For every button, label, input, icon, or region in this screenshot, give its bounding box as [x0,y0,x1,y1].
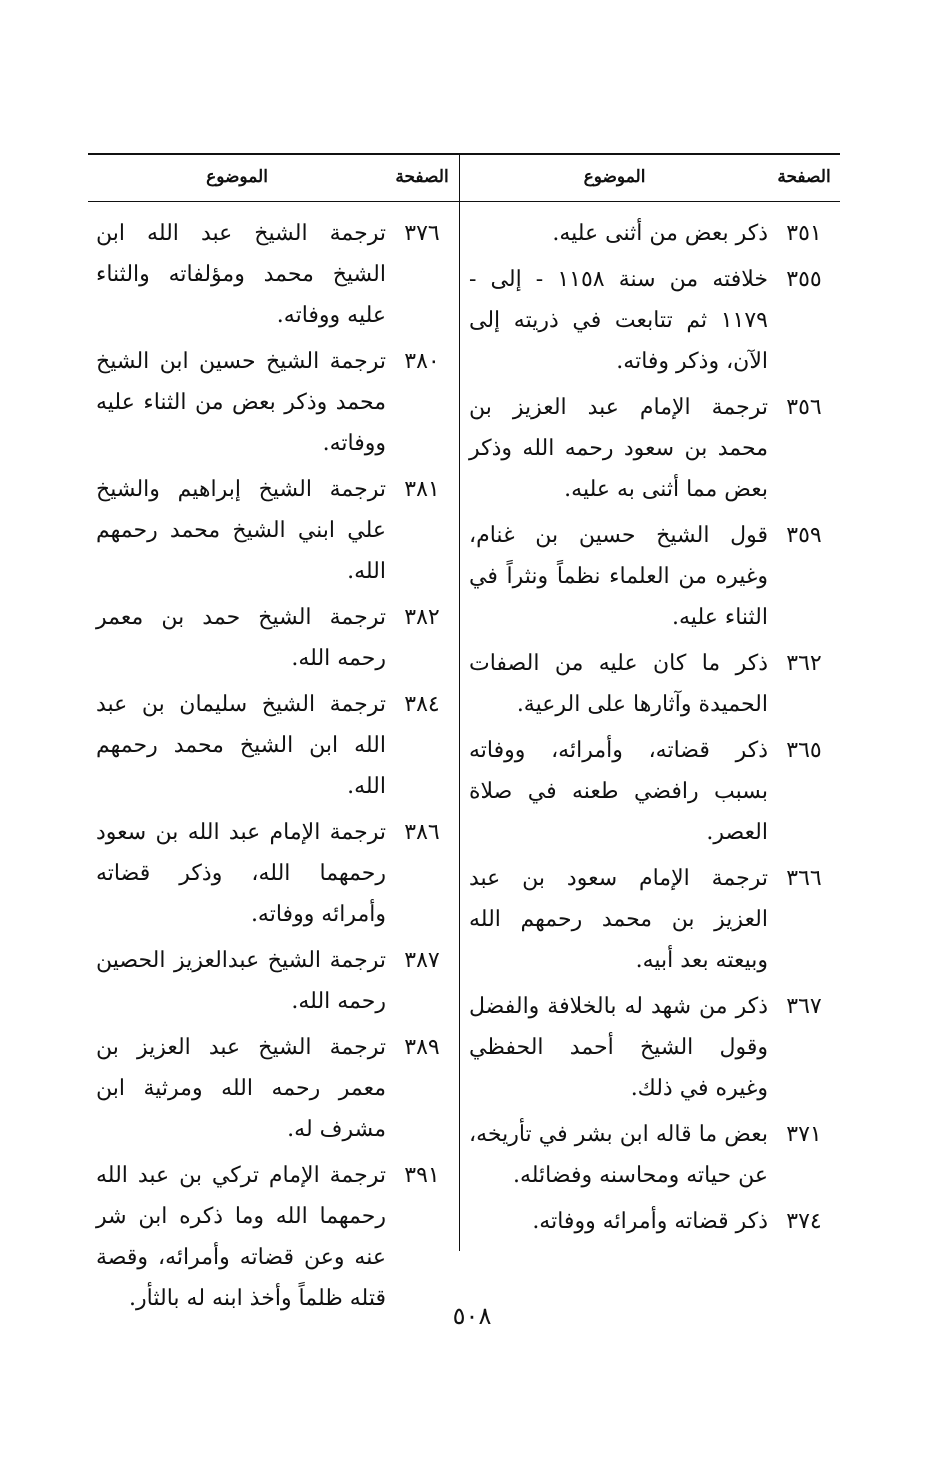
index-entry [461,730,840,853]
entry-topic: ترجمة الإمام عبد الله بن سعود رحمهما الله، وذكر قضاته وأمرائه ووفاته. [96,820,386,927]
index-entry [461,643,840,725]
entry-topic: ترجمة الشيخ عبد العزيز بن معمر رحمه الله ومرثية ابن مشرف له. [96,1035,386,1142]
entry-page: ٣٧٤ [786,1209,822,1234]
entry-topic: خلافته من سنة ١١٥٨ - إلى - ١١٧٩ ثم تتابعت في ذريته إلى الآن، وذكر وفاته. [469,267,768,374]
topic-header-label: الموضوع [583,167,646,187]
entry-topic: ترجمة الإمام تركي بن عبد الله رحمهما الله وما ذكره ابن شر عنه وعن قضاته وأمرائه، وقصة قتله ظلماً وأخذ ابنه له بالثأر. [96,1163,386,1311]
page-header-label: الصفحة [777,167,831,187]
index-entry [461,515,840,638]
entry-topic: ترجمة الشيخ حسين ابن الشيخ محمد وذكر بعض من الثناء عليه ووفاته. [96,349,386,456]
entry-topic: ذكر قضاته، وأمرائه، ووفاته بسبب رافضي طعنه في صلاة العصر. [469,738,768,845]
entry-page: ٣٨١ [404,477,440,502]
entry-topic: ترجمة الإمام عبد العزيز بن محمد بن سعود رحمه الله وذكر بعض مما أثنى به عليه. [469,395,768,502]
entry-topic: ذكر بعض من أثنى عليه. [552,221,768,246]
entry-topic: قول الشيخ حسين بن غنام، وغيره من العلماء نظماً ونثراً في الثناء عليه. [469,523,768,630]
entries-list [88,201,458,1319]
entry-topic: ذكر ما كان عليه من الصفات الحميدة وآثارها على الرعية. [469,651,768,717]
index-entry [88,213,458,336]
page-header-label: الصفحة [395,167,449,187]
entries-list [461,201,840,1242]
entry-topic: ذكر من شهد له بالخلافة والفضل وقول الشيخ أحمد الحفظي وغيره في ذلك. [469,994,768,1101]
entry-topic: ترجمة الشيخ حمد بن معمر رحمه الله. [96,605,386,671]
entry-topic: ترجمة الإمام سعود بن عبد العزيز بن محمد رحمهم الله وبيعته بعد أبيه. [469,866,768,973]
index-entry [461,387,840,510]
entry-page: ٣٥٥ [786,267,822,292]
entry-topic: بعض ما قاله ابن بشر في تأريخه، عن حياته ومحاسنه وفضائله. [469,1122,768,1188]
index-entry [461,986,840,1109]
entry-page: ٣٨٩ [404,1035,440,1060]
entry-topic: ترجمة الشيخ عبدالعزيز الحصين رحمه الله. [96,948,386,1014]
index-entry [88,1027,458,1150]
index-entry [88,812,458,935]
index-entry [88,940,458,1022]
entry-page: ٣٦٧ [786,994,822,1019]
column-divider [459,153,460,1251]
entry-page: ٣٨٤ [404,692,440,717]
entry-page: ٣٧١ [786,1122,822,1147]
index-entry [88,469,458,592]
index-entry [461,259,840,382]
index-entry [88,597,458,679]
entry-topic: ذكر قضاته وأمرائه ووفاته. [532,1209,768,1234]
entry-page: ٣٨٢ [404,605,440,630]
index-entry [461,858,840,981]
index-entry [88,684,458,807]
index-entry [88,341,458,464]
index-entry [461,1201,840,1242]
entry-page: ٣٨٦ [404,820,440,845]
column-header [461,153,840,201]
entry-topic: ترجمة الشيخ عبد الله ابن الشيخ محمد ومؤلفاته والثناء عليه ووفاته. [96,221,386,328]
entry-page: ٣٦٦ [786,866,822,891]
entry-topic: ترجمة الشيخ إبراهيم والشيخ علي ابني الشيخ محمد رحمهم الله. [96,477,386,584]
topic-header-label: الموضوع [206,167,268,187]
page-number: ٥٠٨ [452,1302,492,1330]
entry-page: ٣٥٦ [786,395,822,420]
index-entry [88,1155,458,1319]
entry-page: ٣٦٥ [786,738,822,763]
index-entry [461,213,840,254]
column-header [88,153,458,201]
entry-page: ٣٥١ [786,221,822,246]
index-column-right [461,153,840,1251]
entry-page: ٣٨٧ [404,948,440,973]
entry-page: ٣٨٠ [404,349,440,374]
entry-topic: ترجمة الشيخ سليمان بن عبد الله ابن الشيخ محمد رحمهم الله. [96,692,386,799]
index-column-left [88,153,458,1311]
entry-page: ٣٥٩ [786,523,822,548]
entry-page: ٣٧٦ [404,221,440,246]
entry-page: ٣٦٢ [786,651,822,676]
index-entry [461,1114,840,1196]
entry-page: ٣٩١ [404,1163,440,1188]
